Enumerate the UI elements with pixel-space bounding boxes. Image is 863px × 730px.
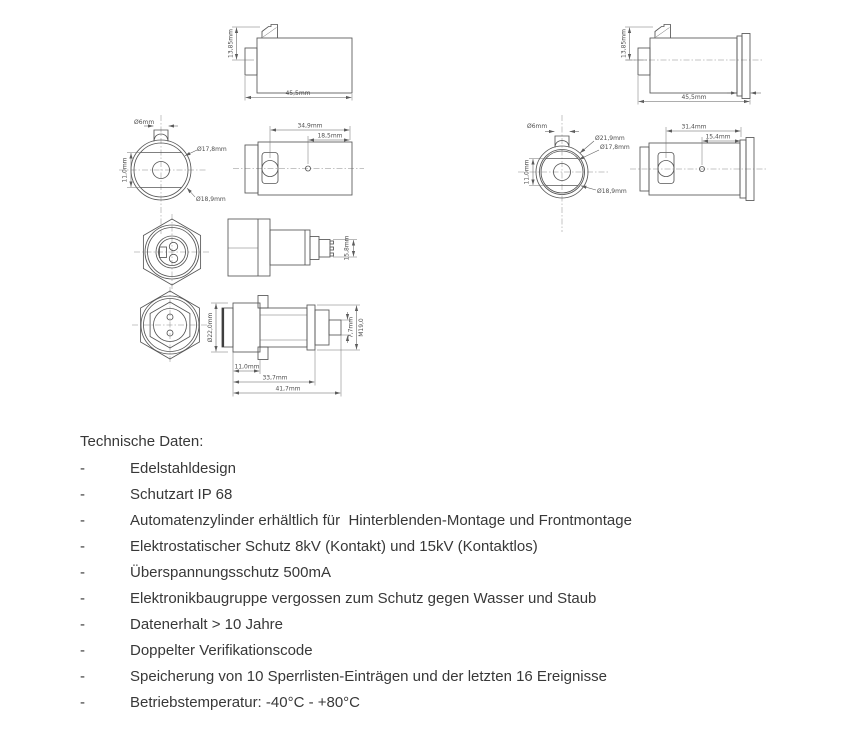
list-item-text: Automatenzylinder erhältlich für Hinterblenden-Montage und Frontmontage: [130, 512, 632, 529]
drawing-side-view-left: [233, 123, 364, 196]
bullet-dash: -: [80, 564, 85, 581]
dim-dia-ring-label: Ø18,9mm: [597, 188, 627, 195]
drawing-keyface-front: [132, 287, 208, 363]
drawing-cylinder-side-front-mount: [621, 25, 765, 105]
list-item: [80, 564, 800, 590]
bullet-dash: -: [80, 460, 85, 477]
list-item: [80, 460, 800, 486]
list-item-text: Elektrostatischer Schutz 8kV (Kontakt) und 15kV (Kontaktlos): [130, 538, 538, 555]
dim-hole-length-label: 15,4mm: [705, 133, 731, 141]
bullet-dash: -: [80, 694, 85, 711]
dim-dia-label: Ø22,0mm: [207, 312, 214, 343]
list-item-text: Doppelter Verifikationscode: [130, 642, 313, 659]
list-item: [80, 486, 800, 512]
tech-data-list: [80, 460, 800, 720]
drawing-connector-side: [228, 219, 357, 276]
list-item-text: Datenerhalt > 10 Jahre: [130, 616, 284, 633]
list-item: [80, 642, 800, 668]
bullet-dash: -: [80, 486, 85, 503]
dim-dia-top-label: Ø6mm: [527, 123, 548, 130]
dim-dia-body-label: Ø17,8mm: [197, 146, 227, 153]
list-item-text: Schutzart IP 68: [130, 486, 233, 503]
list-item: [80, 538, 800, 564]
bullet-dash: -: [80, 590, 85, 607]
list-item-text: Speicherung von 10 Sperrlisten-Einträgen und der letzten 16 Ereignisse: [130, 668, 607, 685]
drawing-front-view-left: [119, 115, 227, 234]
dim-dia-top-label: Ø6mm: [134, 119, 155, 126]
drawing-front-view-right: [518, 115, 630, 232]
dim-pin-label: 7,7mm: [347, 316, 355, 339]
drawing-side-view-right: [630, 124, 766, 201]
list-item: [80, 694, 800, 720]
dim-flat-label: 11,0mm: [121, 157, 129, 183]
list-item: [80, 512, 800, 538]
dim-dia-body-label: Ø17,8mm: [600, 144, 630, 151]
dim-height-label: 13,85mm: [620, 29, 628, 58]
list-item-text: Betriebstemperatur: -40°C - +80°C: [130, 694, 361, 711]
dim-length-label: 45,5mm: [285, 90, 311, 97]
dim-flat-label: 11,0mm: [523, 159, 531, 185]
dim-total-length-label: 34,9mm: [297, 122, 323, 130]
technical-data-section: [80, 433, 800, 720]
dim-dia-ring-label: Ø18,9mm: [196, 196, 226, 203]
bullet-dash: -: [80, 512, 85, 529]
dim-cap-length-label: 11,0mm: [234, 363, 260, 371]
list-item: [80, 590, 800, 616]
dim-total-length-label: 31,4mm: [681, 123, 707, 131]
dim-dia-flange-label: Ø21,9mm: [595, 135, 625, 142]
dim-length-label: 45,5mm: [681, 94, 707, 101]
drawing-connector-front: [134, 214, 210, 290]
bullet-dash: -: [80, 668, 85, 685]
dim-total-length-label: 41,7mm: [275, 385, 301, 393]
drawing-cylinder-assembly-side: [207, 296, 365, 397]
list-item-text: Edelstahldesign: [130, 460, 236, 477]
drawing-cylinder-side-rear-mount: [228, 25, 353, 101]
bullet-dash: -: [80, 538, 85, 555]
list-item-text: Überspannungsschutz 500mA: [130, 564, 331, 581]
dim-mid-length-label: 33,7mm: [262, 374, 288, 382]
tech-data-title: Technische Daten:: [80, 433, 204, 450]
list-item: [80, 616, 800, 642]
dim-connector-height-label: 15,8mm: [343, 235, 351, 261]
bullet-dash: -: [80, 642, 85, 659]
dim-hole-length-label: 18,5mm: [317, 132, 343, 140]
dim-thread-label: M19,0: [358, 318, 365, 337]
list-item: [80, 668, 800, 694]
dim-height-label: 13,85mm: [227, 29, 235, 58]
list-item-text: Elektronikbaugruppe vergossen zum Schutz gegen Wasser und Staub: [130, 590, 597, 607]
bullet-dash: -: [80, 616, 85, 633]
